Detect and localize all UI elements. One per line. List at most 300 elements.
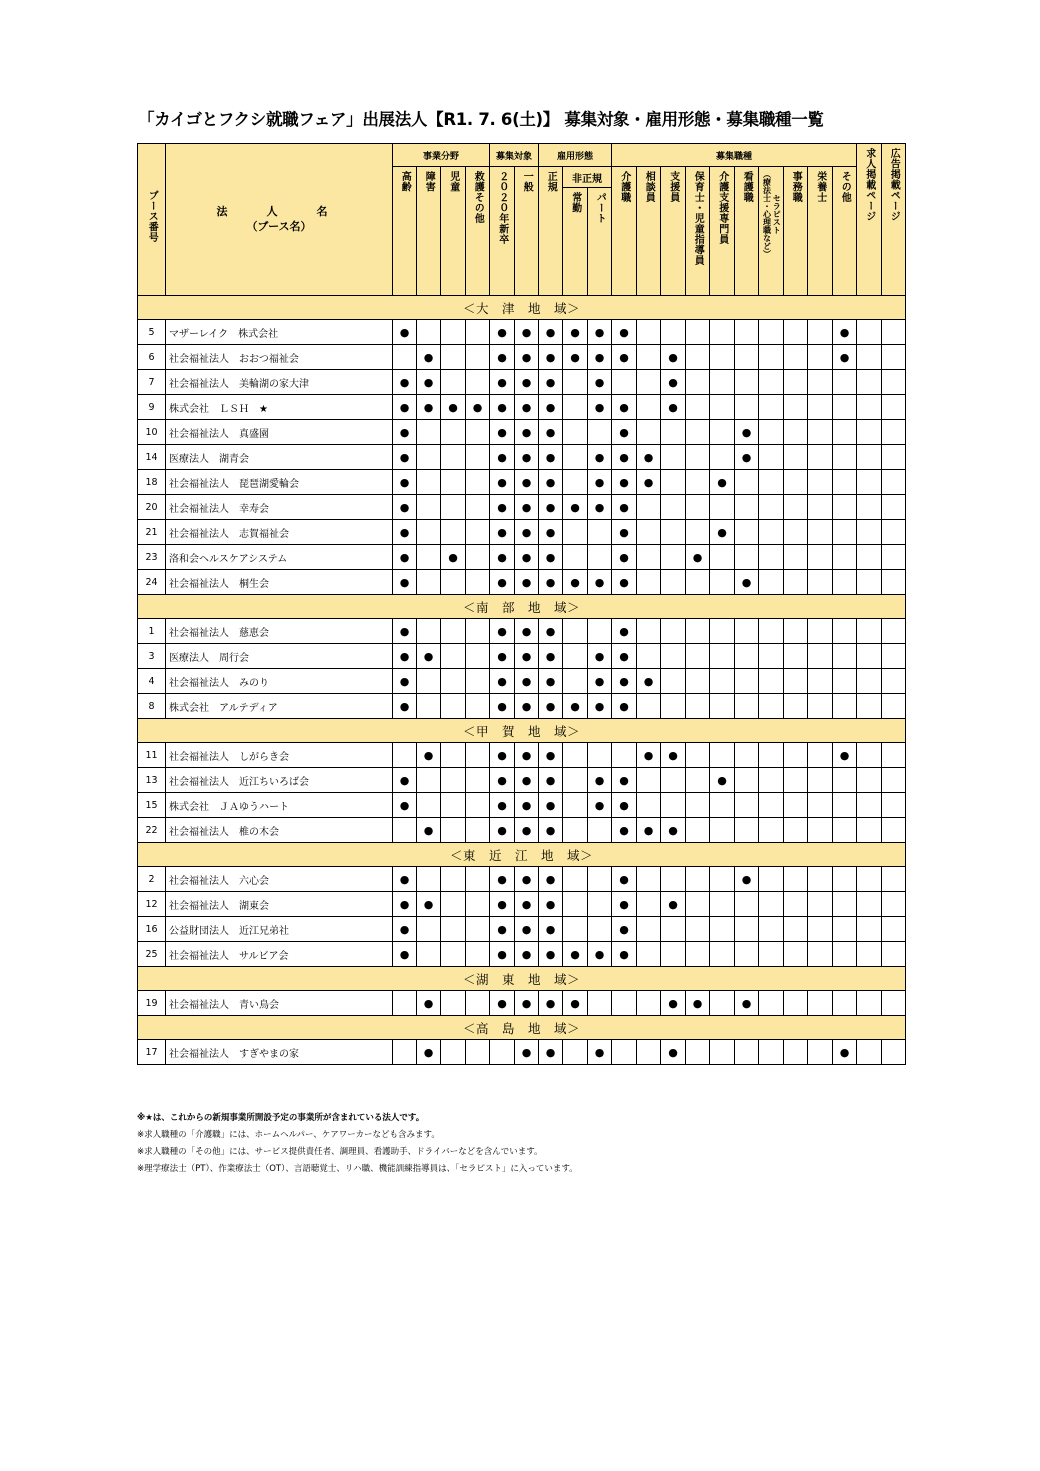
empty-cell bbox=[857, 420, 882, 445]
mark-cell: ● bbox=[539, 793, 563, 818]
empty-cell bbox=[466, 320, 490, 345]
booth-number: 7 bbox=[138, 370, 166, 395]
booth-number: 18 bbox=[138, 470, 166, 495]
empty-cell bbox=[710, 694, 735, 719]
empty-cell bbox=[637, 420, 661, 445]
empty-cell bbox=[563, 768, 588, 793]
col-care-manager: 介護支援専門員 bbox=[710, 167, 735, 296]
mark-cell: ● bbox=[490, 867, 515, 892]
mark-cell: ● bbox=[612, 942, 637, 967]
mark-cell: ● bbox=[833, 1040, 857, 1065]
mark-cell: ● bbox=[710, 768, 735, 793]
empty-cell bbox=[686, 743, 710, 768]
empty-cell bbox=[808, 867, 833, 892]
mark-cell: ● bbox=[539, 818, 563, 843]
empty-cell bbox=[466, 669, 490, 694]
booth-number: 23 bbox=[138, 545, 166, 570]
empty-cell bbox=[833, 370, 857, 395]
mark-cell: ● bbox=[417, 395, 441, 420]
mark-cell: ● bbox=[417, 991, 441, 1016]
empty-cell bbox=[710, 1040, 735, 1065]
empty-cell bbox=[563, 370, 588, 395]
mark-cell: ● bbox=[563, 495, 588, 520]
mark-cell: ● bbox=[588, 345, 612, 370]
empty-cell bbox=[882, 644, 906, 669]
mark-cell: ● bbox=[539, 370, 563, 395]
mark-cell: ● bbox=[661, 818, 686, 843]
empty-cell bbox=[466, 520, 490, 545]
page-title: 「カイゴとフクシ就職フェア」出展法人【R1. 7. 6(土)】 募集対象・雇用形態・募集職種一覧 bbox=[138, 110, 824, 129]
mark-cell: ● bbox=[612, 669, 637, 694]
empty-cell bbox=[686, 445, 710, 470]
empty-cell bbox=[882, 1040, 906, 1065]
empty-cell bbox=[686, 395, 710, 420]
mark-cell: ● bbox=[612, 545, 637, 570]
empty-cell bbox=[563, 395, 588, 420]
empty-cell bbox=[784, 793, 808, 818]
mark-cell: ● bbox=[637, 470, 661, 495]
mark-cell: ● bbox=[490, 345, 515, 370]
empty-cell bbox=[710, 619, 735, 644]
mark-cell: ● bbox=[490, 991, 515, 1016]
mark-cell: ● bbox=[515, 570, 539, 595]
mark-cell: ● bbox=[490, 619, 515, 644]
empty-cell bbox=[784, 743, 808, 768]
mark-cell: ● bbox=[515, 867, 539, 892]
table-row bbox=[138, 320, 906, 345]
empty-cell bbox=[857, 743, 882, 768]
empty-cell bbox=[833, 619, 857, 644]
mark-cell: ● bbox=[588, 669, 612, 694]
org-name: 社会福祉法人 サルビア会 bbox=[166, 942, 393, 967]
empty-cell bbox=[637, 320, 661, 345]
empty-cell bbox=[882, 892, 906, 917]
empty-cell bbox=[441, 320, 466, 345]
table-row bbox=[138, 694, 906, 719]
empty-cell bbox=[808, 694, 833, 719]
empty-cell bbox=[441, 570, 466, 595]
empty-cell bbox=[833, 942, 857, 967]
empty-cell bbox=[808, 420, 833, 445]
mark-cell: ● bbox=[539, 743, 563, 768]
mark-cell: ● bbox=[539, 644, 563, 669]
empty-cell bbox=[661, 520, 686, 545]
empty-cell bbox=[563, 445, 588, 470]
empty-cell bbox=[686, 669, 710, 694]
empty-cell bbox=[686, 495, 710, 520]
empty-cell bbox=[808, 320, 833, 345]
empty-cell bbox=[661, 619, 686, 644]
empty-cell bbox=[661, 942, 686, 967]
empty-cell bbox=[808, 445, 833, 470]
empty-cell bbox=[759, 320, 784, 345]
empty-cell bbox=[466, 644, 490, 669]
empty-cell bbox=[735, 768, 759, 793]
mark-cell: ● bbox=[539, 768, 563, 793]
region-label: ＜湖 東 地 域＞ bbox=[138, 967, 906, 991]
empty-cell bbox=[563, 470, 588, 495]
empty-cell bbox=[857, 917, 882, 942]
mark-cell: ● bbox=[515, 768, 539, 793]
empty-cell bbox=[857, 644, 882, 669]
empty-cell bbox=[637, 793, 661, 818]
org-name: 社会福祉法人 みのり bbox=[166, 669, 393, 694]
mark-cell: ● bbox=[735, 445, 759, 470]
mark-cell: ● bbox=[393, 768, 417, 793]
empty-cell bbox=[710, 743, 735, 768]
empty-cell bbox=[833, 669, 857, 694]
empty-cell bbox=[466, 991, 490, 1016]
group-field-header: 事業分野 bbox=[393, 144, 490, 167]
mark-cell: ● bbox=[612, 892, 637, 917]
mark-cell: ● bbox=[686, 545, 710, 570]
empty-cell bbox=[833, 892, 857, 917]
empty-cell bbox=[417, 793, 441, 818]
org-name: 医療法人 湖青会 bbox=[166, 445, 393, 470]
empty-cell bbox=[686, 370, 710, 395]
empty-cell bbox=[784, 420, 808, 445]
mark-cell: ● bbox=[393, 793, 417, 818]
empty-cell bbox=[417, 867, 441, 892]
empty-cell bbox=[661, 570, 686, 595]
org-name: 公益財団法人 近江兄弟社 bbox=[166, 917, 393, 942]
empty-cell bbox=[417, 669, 441, 694]
empty-cell bbox=[882, 917, 906, 942]
region-label: ＜東 近 江 地 域＞ bbox=[138, 843, 906, 867]
mark-cell: ● bbox=[515, 942, 539, 967]
empty-cell bbox=[857, 320, 882, 345]
empty-cell bbox=[661, 867, 686, 892]
mark-cell: ● bbox=[710, 470, 735, 495]
empty-cell bbox=[759, 694, 784, 719]
mark-cell: ● bbox=[393, 545, 417, 570]
mark-cell: ● bbox=[612, 644, 637, 669]
mark-cell: ● bbox=[563, 345, 588, 370]
empty-cell bbox=[441, 1040, 466, 1065]
empty-cell bbox=[808, 892, 833, 917]
empty-cell bbox=[441, 644, 466, 669]
empty-cell bbox=[441, 892, 466, 917]
empty-cell bbox=[393, 1040, 417, 1065]
empty-cell bbox=[882, 669, 906, 694]
empty-cell bbox=[759, 942, 784, 967]
empty-cell bbox=[612, 991, 637, 1016]
mark-cell: ● bbox=[515, 1040, 539, 1065]
booth-number: 20 bbox=[138, 495, 166, 520]
col-nurse: 看護職 bbox=[735, 167, 759, 296]
org-name: 社会福祉法人 志賀福祉会 bbox=[166, 520, 393, 545]
mark-cell: ● bbox=[490, 495, 515, 520]
mark-cell: ● bbox=[637, 669, 661, 694]
empty-cell bbox=[490, 1040, 515, 1065]
empty-cell bbox=[808, 470, 833, 495]
empty-cell bbox=[637, 768, 661, 793]
empty-cell bbox=[882, 495, 906, 520]
mark-cell: ● bbox=[417, 345, 441, 370]
region-label: ＜大 津 地 域＞ bbox=[138, 296, 906, 320]
mark-cell: ● bbox=[588, 793, 612, 818]
empty-cell bbox=[857, 570, 882, 595]
empty-cell bbox=[759, 495, 784, 520]
mark-cell: ● bbox=[661, 370, 686, 395]
empty-cell bbox=[808, 991, 833, 1016]
footnotes bbox=[137, 1110, 578, 1178]
mark-cell: ● bbox=[490, 470, 515, 495]
empty-cell bbox=[588, 892, 612, 917]
mark-cell: ● bbox=[417, 370, 441, 395]
org-name: 社会福祉法人 桐生会 bbox=[166, 570, 393, 595]
empty-cell bbox=[637, 917, 661, 942]
empty-cell bbox=[441, 370, 466, 395]
empty-cell bbox=[784, 495, 808, 520]
empty-cell bbox=[882, 370, 906, 395]
empty-cell bbox=[882, 867, 906, 892]
mark-cell: ● bbox=[539, 892, 563, 917]
col-general: 一般 bbox=[515, 167, 539, 296]
empty-cell bbox=[417, 694, 441, 719]
mark-cell: ● bbox=[539, 570, 563, 595]
empty-cell bbox=[735, 644, 759, 669]
mark-cell: ● bbox=[515, 669, 539, 694]
mark-cell: ● bbox=[612, 345, 637, 370]
empty-cell bbox=[588, 520, 612, 545]
mark-cell: ● bbox=[417, 1040, 441, 1065]
mark-cell: ● bbox=[515, 320, 539, 345]
empty-cell bbox=[784, 991, 808, 1016]
empty-cell bbox=[857, 345, 882, 370]
empty-cell bbox=[466, 420, 490, 445]
booth-number: 19 bbox=[138, 991, 166, 1016]
mark-cell: ● bbox=[490, 445, 515, 470]
empty-cell bbox=[759, 520, 784, 545]
empty-cell bbox=[393, 818, 417, 843]
mark-cell: ● bbox=[490, 694, 515, 719]
empty-cell bbox=[686, 619, 710, 644]
empty-cell bbox=[441, 743, 466, 768]
org-name: 社会福祉法人 幸寿会 bbox=[166, 495, 393, 520]
empty-cell bbox=[857, 495, 882, 520]
mark-cell: ● bbox=[661, 743, 686, 768]
mark-cell: ● bbox=[393, 694, 417, 719]
table-row bbox=[138, 644, 906, 669]
empty-cell bbox=[808, 495, 833, 520]
empty-cell bbox=[563, 818, 588, 843]
empty-cell bbox=[466, 892, 490, 917]
mark-cell: ● bbox=[612, 520, 637, 545]
mark-cell: ● bbox=[441, 545, 466, 570]
booth-number: 10 bbox=[138, 420, 166, 445]
mark-cell: ● bbox=[588, 470, 612, 495]
empty-cell bbox=[833, 445, 857, 470]
empty-cell bbox=[808, 370, 833, 395]
mark-cell: ● bbox=[539, 495, 563, 520]
col-other-job: その他 bbox=[833, 167, 857, 296]
empty-cell bbox=[759, 917, 784, 942]
mark-cell: ● bbox=[588, 445, 612, 470]
booth-number-header: ブース番号 bbox=[138, 144, 166, 296]
col-childcare: 保育士・児童指導員 bbox=[686, 167, 710, 296]
mark-cell: ● bbox=[539, 520, 563, 545]
table-row bbox=[138, 395, 906, 420]
table-row bbox=[138, 942, 906, 967]
empty-cell bbox=[661, 793, 686, 818]
col-new-grad: ２０２０年新卒 bbox=[490, 167, 515, 296]
empty-cell bbox=[466, 942, 490, 967]
org-name: 社会福祉法人 おおつ福祉会 bbox=[166, 345, 393, 370]
empty-cell bbox=[882, 793, 906, 818]
empty-cell bbox=[466, 818, 490, 843]
table-row bbox=[138, 495, 906, 520]
org-name: 社会福祉法人 六心会 bbox=[166, 867, 393, 892]
empty-cell bbox=[637, 892, 661, 917]
empty-cell bbox=[588, 743, 612, 768]
booth-number: 5 bbox=[138, 320, 166, 345]
mark-cell: ● bbox=[490, 793, 515, 818]
empty-cell bbox=[637, 520, 661, 545]
mark-cell: ● bbox=[588, 694, 612, 719]
empty-cell bbox=[759, 793, 784, 818]
mark-cell: ● bbox=[539, 991, 563, 1016]
empty-cell bbox=[759, 470, 784, 495]
empty-cell bbox=[735, 545, 759, 570]
empty-cell bbox=[735, 520, 759, 545]
empty-cell bbox=[686, 694, 710, 719]
mark-cell: ● bbox=[539, 395, 563, 420]
footnote: ※理学療法士（PT）、作業療法士（OT）、言語聴覚士、リハ職、機能訓練指導員は、「セラピスト」に入っています。 bbox=[137, 1164, 578, 1174]
mark-cell: ● bbox=[393, 395, 417, 420]
table-row bbox=[138, 345, 906, 370]
empty-cell bbox=[417, 917, 441, 942]
mark-cell: ● bbox=[612, 917, 637, 942]
empty-cell bbox=[441, 445, 466, 470]
empty-cell bbox=[393, 345, 417, 370]
mark-cell: ● bbox=[612, 320, 637, 345]
empty-cell bbox=[637, 942, 661, 967]
mark-cell: ● bbox=[539, 320, 563, 345]
empty-cell bbox=[417, 545, 441, 570]
mark-cell: ● bbox=[515, 619, 539, 644]
empty-cell bbox=[563, 420, 588, 445]
mark-cell: ● bbox=[612, 495, 637, 520]
empty-cell bbox=[808, 818, 833, 843]
empty-cell bbox=[784, 892, 808, 917]
empty-cell bbox=[710, 495, 735, 520]
empty-cell bbox=[857, 619, 882, 644]
exhibitor-table bbox=[137, 143, 906, 1065]
empty-cell bbox=[466, 793, 490, 818]
empty-cell bbox=[882, 743, 906, 768]
empty-cell bbox=[857, 694, 882, 719]
empty-cell bbox=[661, 545, 686, 570]
col-counselor: 相談員 bbox=[637, 167, 661, 296]
empty-cell bbox=[882, 619, 906, 644]
footnote: ※★は、これからの新規事業所開設予定の事業所が含まれている法人です。 bbox=[137, 1113, 425, 1123]
mark-cell: ● bbox=[563, 694, 588, 719]
table-row bbox=[138, 545, 906, 570]
empty-cell bbox=[759, 370, 784, 395]
org-name: 株式会社 アルテディア bbox=[166, 694, 393, 719]
empty-cell bbox=[833, 644, 857, 669]
mark-cell: ● bbox=[515, 520, 539, 545]
col-fulltime: 常勤 bbox=[563, 188, 588, 296]
mark-cell: ● bbox=[515, 644, 539, 669]
empty-cell bbox=[735, 917, 759, 942]
booth-number: 6 bbox=[138, 345, 166, 370]
empty-cell bbox=[882, 768, 906, 793]
empty-cell bbox=[417, 619, 441, 644]
empty-cell bbox=[833, 818, 857, 843]
org-name: 社会福祉法人 近江ちいろば会 bbox=[166, 768, 393, 793]
col-therapist: セラピスト （療法士・心理職など） bbox=[759, 167, 784, 296]
mark-cell: ● bbox=[539, 619, 563, 644]
empty-cell bbox=[710, 644, 735, 669]
empty-cell bbox=[857, 395, 882, 420]
empty-cell bbox=[612, 370, 637, 395]
empty-cell bbox=[857, 669, 882, 694]
empty-cell bbox=[833, 694, 857, 719]
empty-cell bbox=[710, 345, 735, 370]
empty-cell bbox=[784, 818, 808, 843]
empty-cell bbox=[710, 991, 735, 1016]
empty-cell bbox=[466, 345, 490, 370]
mark-cell: ● bbox=[588, 570, 612, 595]
empty-cell bbox=[735, 892, 759, 917]
mark-cell: ● bbox=[661, 892, 686, 917]
region-label: ＜高 島 地 域＞ bbox=[138, 1016, 906, 1040]
empty-cell bbox=[710, 370, 735, 395]
mark-cell: ● bbox=[466, 395, 490, 420]
empty-cell bbox=[466, 743, 490, 768]
empty-cell bbox=[466, 694, 490, 719]
empty-cell bbox=[686, 644, 710, 669]
empty-cell bbox=[441, 345, 466, 370]
empty-cell bbox=[441, 619, 466, 644]
mark-cell: ● bbox=[661, 395, 686, 420]
empty-cell bbox=[759, 644, 784, 669]
mark-cell: ● bbox=[637, 445, 661, 470]
mark-cell: ● bbox=[393, 867, 417, 892]
empty-cell bbox=[441, 917, 466, 942]
empty-cell bbox=[612, 1040, 637, 1065]
mark-cell: ● bbox=[539, 470, 563, 495]
org-name: 社会福祉法人 真盛園 bbox=[166, 420, 393, 445]
org-name: 医療法人 周行会 bbox=[166, 644, 393, 669]
mark-cell: ● bbox=[393, 892, 417, 917]
empty-cell bbox=[735, 320, 759, 345]
empty-cell bbox=[833, 768, 857, 793]
empty-cell bbox=[735, 619, 759, 644]
empty-cell bbox=[588, 991, 612, 1016]
mark-cell: ● bbox=[393, 320, 417, 345]
empty-cell bbox=[588, 420, 612, 445]
empty-cell bbox=[882, 818, 906, 843]
mark-cell: ● bbox=[490, 942, 515, 967]
empty-cell bbox=[882, 991, 906, 1016]
empty-cell bbox=[857, 768, 882, 793]
empty-cell bbox=[808, 768, 833, 793]
org-name: 洛和会ヘルスケアシステム bbox=[166, 545, 393, 570]
mark-cell: ● bbox=[735, 867, 759, 892]
empty-cell bbox=[784, 768, 808, 793]
empty-cell bbox=[710, 917, 735, 942]
empty-cell bbox=[563, 669, 588, 694]
empty-cell bbox=[735, 495, 759, 520]
empty-cell bbox=[441, 420, 466, 445]
footnote: ※求人職種の「その他」には、サービス提供責任者、調理員、看護助手、ドライバーなどを含んでいます。 bbox=[137, 1147, 543, 1157]
empty-cell bbox=[759, 818, 784, 843]
col-job-page: 求人掲載ページ bbox=[857, 144, 882, 296]
empty-cell bbox=[563, 917, 588, 942]
